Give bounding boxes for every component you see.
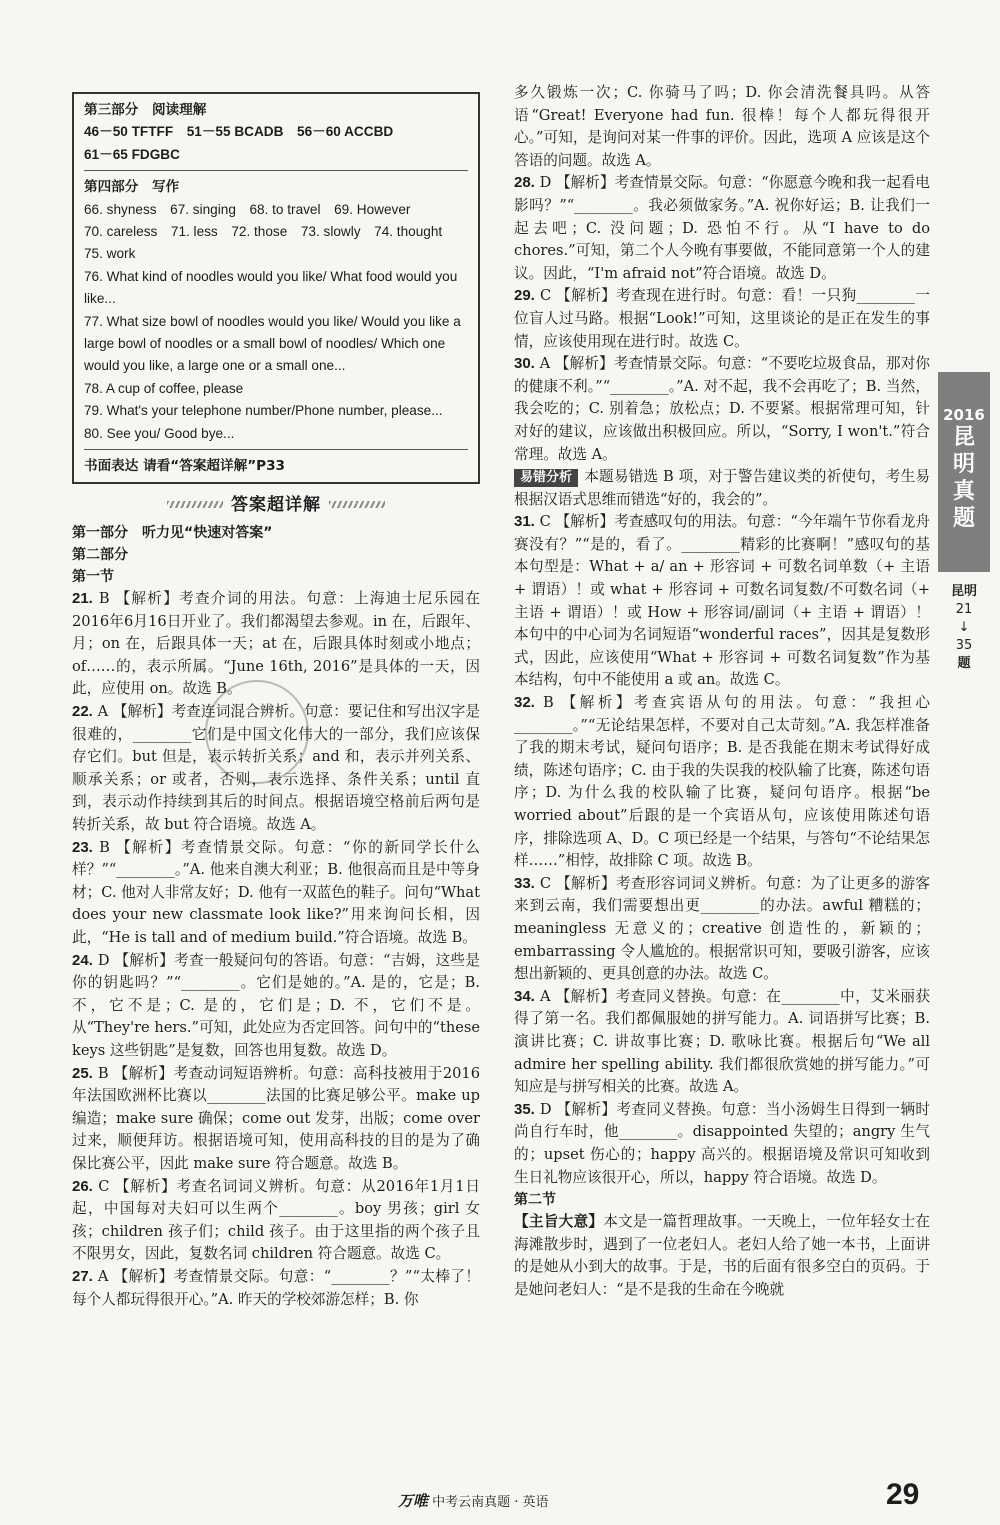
reading-heading: 第三部分 阅读理解 <box>84 102 207 118</box>
side-char: 明 <box>952 452 975 477</box>
main-idea-label: 【主旨大意】 <box>514 1213 604 1231</box>
item-text: C 【解析】考查感叹句的用法。句意：“今年端午节你看龙舟赛没有？”“是的，看了。________精彩的比赛啊！”感叹句的基本句型是：What + a/ an + 形容词 + 可数名词单数（+ 主语 + 谓语）！或 what + 形容词 + 可数名词复数/不可数名词（+ 主语 + 谓语）！或 How + 形容词/副词（+ 主语 + 谓语）！本句中的中心词为名词短语“wonderful races”，因其是复数形式，因此，应该使用“What + 形容词 + 可数名词复数”作为基本结构，句中不能使用 a 或 an。故选 C。 <box>514 513 930 689</box>
essay-section <box>84 455 468 477</box>
item-text: C 【解析】考查形容词词义辨析。句意：为了让更多的游客来到云南，我们需要想出更________的办法。awful 糟糕的；meaningless 无意义的；creative 创造性的，新颖的；embarrassing 令人尴尬的。根据常识可知，要吸引游客，应该想出新颖的、更具创意的办法。故选 C。 <box>514 874 931 983</box>
side-year: 2016 <box>943 406 985 424</box>
writing-answer: 80. See you/ Good bye... <box>84 425 235 441</box>
part1-heading: 第一部分 听力见“快速对答案” <box>72 525 273 542</box>
answer-item <box>514 986 930 1099</box>
answer-item <box>514 1099 930 1189</box>
brand-logo: 万唯 <box>398 1492 429 1510</box>
side-char: 真 <box>952 479 975 504</box>
item-number: 34. <box>514 987 535 1005</box>
item-text: D 【解析】考查同义替换。句意：当小汤姆生日得到一辆时尚自行车时，他________。disappointed 失望的；angry 生气的；upset 伤心的；happy 高兴的。根据语境及常识可知收到生日礼物应该很开心，所以，happy 符合语境。故选 D。 <box>514 1100 930 1186</box>
answer-item <box>514 873 930 986</box>
answer-item <box>514 692 930 873</box>
item-text: B 【解析】考查动词短语辨析。句意：高科技被用于2016年法国欧洲杯比赛以________法国的比赛足够公平。make up 编造；make sure 确保；come out 发芽，出版；come over 过来，顺便拜访。根据语境可知，使用高科技的目的是为了确保比赛公平，因此 make sure 符合题意。故选 B。 <box>72 1064 480 1172</box>
side-range-arrow: ↓ <box>958 620 970 635</box>
item-text: A 【解析】考查情景交际。句意：“不要吃垃圾食品，那对你的健康不利。”“________。”A. 对不起，我不会再吃了；B. 当然，我会吃的；C. 别着急；放松点；D. 不要紧。根据常理可知，针对好的建议，应该做出积极回应。所以，“Sorry, I won't.”符合常理。故选 A。 <box>514 355 930 463</box>
side-range-top: 21 <box>955 602 973 617</box>
item-number: 21. <box>72 590 93 608</box>
sec1-heading: 第一节 <box>72 569 114 586</box>
error-analysis <box>514 466 930 511</box>
answer-item <box>72 837 480 950</box>
footer-text: 中考云南真题 · 英语 <box>432 1495 549 1510</box>
item-text: A 【解析】考查同义替换。句意：在________中，艾米丽获得了第一名。我们都佩服她的拼写能力。A. 词语拼写比赛；B. 演讲比赛；C. 讲故事比赛；D. 歌咏比赛。根据后句“We all admire her spelling ability. 我们都很欣赏她的拼写能力。”可知应是与拼写相关的比赛。故选 A。 <box>514 987 931 1096</box>
item-number: 22. <box>72 703 93 721</box>
reading-section <box>84 99 468 171</box>
writing-answer: 78. A cup of coffee, please <box>84 380 244 396</box>
item-number: 28. <box>514 174 535 192</box>
side-range-bottom: 35 <box>955 638 973 653</box>
item-number: 24. <box>72 951 93 969</box>
writing-answer: 75. work <box>84 246 136 262</box>
answer-item <box>72 1176 480 1266</box>
writing-heading: 第四部分 写作 <box>84 179 180 196</box>
answer-item <box>514 82 930 172</box>
footer-brand <box>398 1490 549 1511</box>
quick-answer-box <box>72 92 480 484</box>
side-city: 昆明 <box>950 584 977 599</box>
writing-answer: 79. What's your telephone number/Phone number, please... <box>84 403 443 419</box>
section-title <box>72 494 480 517</box>
item-text: C 【解析】考查名词词义辨析。句意：从2016年1月1日起，中国每对夫妇可以生两个________。boy 男孩；girl 女孩；children 孩子们；child 孩子。由于这里指的两个孩子且不限男女，因此，复数名词 children 符合题意。故选 C。 <box>72 1177 480 1263</box>
item-text: B 【解析】考查宾语从句的用法。句意：“我担心________。”“无论结果怎样，不要对自己太苛刻。”A. 我怎样准备了我的期末考试，疑问句语序；B. 是否我能在期末考试得好成绩，陈述句语序；C. 由于我的失误我的校队输了比赛，陈述句语序；D. 为什么我的校队输了比赛，疑问句语序。根据“be worried about”后跟的是一个宾语从句，应该使用陈述句语序，排除选项 A、D。C 项已经是一个结果，与答句“不论结果怎样……”相悖，故排除 C 项。故选 B。 <box>514 694 931 870</box>
watermark-stamp <box>205 680 309 784</box>
error-analysis-label: 易错分析 <box>514 469 578 487</box>
item-text: 多久锻炼一次；C. 你骑马了吗；D. 你会清洗餐具吗。从答语“Great! Everyone had fun. 很棒！每个人都玩得很开心。”可知，是询问对某一件事的评价。因此，选项 A 应该是这个答语的问题。故选 A。 <box>514 84 930 169</box>
answer-item <box>72 1063 480 1176</box>
side-range <box>938 583 990 673</box>
answer-item <box>72 950 480 1063</box>
page-footer <box>0 1478 1000 1514</box>
reading-answers-2: 61－65 FDGBC <box>84 146 180 162</box>
writing-answer: 77. What size bowl of noodles would you like/ Would you like a large bowl of noodles or a small bowl of noodles/ Which one would you like, a large one or a small one... <box>84 313 461 374</box>
writing-answer: 66. shyness 67. singing 68. to travel 69. However <box>84 201 411 217</box>
item-text: B 【解析】考查介词的用法。句意：上海迪士尼乐园在2016年6月16日开业了。我们都渴望去参观。in 在，后跟年、月；on 在，后跟具体一天；at 在，后跟具体时刻或小地点；of……的，表示所属。“June 16th, 2016”是具体的一天，因此，应使用 on。故选 B。 <box>72 590 480 698</box>
error-analysis-text: 本题易错选 B 项，对于警告建议类的祈使句，考生易根据汉语式思维而错选“好的，我会的”。 <box>514 468 930 508</box>
writing-section <box>84 176 468 450</box>
item-number: 26. <box>72 1177 93 1195</box>
item-number: 27. <box>72 1267 93 1285</box>
item-text: D 【解析】考查情景交际。句意：“你愿意今晚和我一起看电影吗？”“________。我必须做家务。”A. 祝你好运；B. 让我们一起去吧；C. 没问题；D. 恐怕不行。从“I have to do chores.”可知，第二个人今晚有事要做，不能同意第一个人的建议。因此，“I'm afraid not”符合语境。故选 D。 <box>514 174 930 282</box>
answer-item <box>514 285 930 353</box>
answer-item <box>514 511 930 692</box>
item-text: A 【解析】考查情景交际。句意：“________？”“太棒了！每个人都玩得很开心。”A. 昨天的学校郊游怎样；B. 你 <box>72 1267 480 1308</box>
main-idea <box>514 1211 930 1301</box>
sec2-heading: 第二节 <box>514 1192 556 1209</box>
item-number: 32. <box>514 694 535 712</box>
main-idea-text: 本文是一篇哲理故事。一天晚上，一位年轻女士在海滩散步时，遇到了一位老妇人。老妇人给了她一本书，上面讲的是她从小到大的故事。于是，书的后面有很多空白的页码。于是她问老妇人：“是不是我的生命在今晚就 <box>514 1213 930 1298</box>
writing-answer: 76. What kind of noodles would you like/ What food would you like... <box>84 268 458 307</box>
item-number: 33. <box>514 874 535 892</box>
side-char: 题 <box>952 506 975 531</box>
part2-heading: 第二部分 <box>72 547 128 564</box>
page-number: 29 <box>886 1478 920 1511</box>
reading-answers-1: 46－50 TFTFF 51－55 BCADB 56－60 ACCBD <box>84 124 394 140</box>
item-text: D 【解析】考查一般疑问句的答语。句意：“吉姆，这些是你的钥匙吗？”“________。它们是她的。”A. 是的，它是；B. 不，它不是；C. 是的，它们是；D. 不，它们不是。从“They're hers.”可知，此处应为否定回答。问句中的“these keys 这些钥匙”是复数，回答也用复数。故选 D。 <box>72 951 480 1059</box>
item-text: A 【解析】考查连词混合辨析。句意：要记住和写出汉字是很难的，________它们是中国文化伟大的一部分，我们应该保存它们。but 但是，表示转折关系；and 和，表示并列关系、顺承关系；or 或者，否则，表示选择、条件关系；until 直到，表示动作持续到其后的时间点。根据语境空格前后两句是转折关系，故 but 符合语境。故选 A。 <box>72 703 480 834</box>
title-stripe-right <box>329 501 385 508</box>
answer-item <box>514 172 930 285</box>
side-char: 昆 <box>952 425 975 450</box>
side-tab <box>938 372 990 572</box>
right-column <box>514 82 930 1301</box>
title-stripe-left <box>167 501 223 508</box>
item-number: 30. <box>514 355 535 373</box>
item-number: 31. <box>514 513 535 531</box>
item-number: 35. <box>514 1100 535 1118</box>
item-text: C 【解析】考查现在进行时。句意：看！一只狗________一位盲人过马路。根据“Look!”可知，这里谈论的是正在发生的事情，应该使用现在进行时。故选 C。 <box>514 287 931 350</box>
item-number: 23. <box>72 838 93 856</box>
item-text: B 【解析】考查情景交际。句意：“你的新同学长什么样？”“________。”A. 他来自澳大利亚；B. 他很高而且是中等身材；C. 他对人非常友好；D. 他有一双蓝色的鞋子。问句“What does your new classmate look like?”用来询问长相，因此，“He is tall and of medium build.”符合语境。故选 B。 <box>72 838 480 946</box>
answer-item <box>514 353 930 466</box>
item-number: 29. <box>514 287 535 305</box>
essay-note: 书面表达 请看“答案超详解”P33 <box>84 458 286 475</box>
section-title-text: 答案超详解 <box>231 494 321 515</box>
side-suffix: 题 <box>957 656 971 671</box>
answer-item <box>72 1266 480 1311</box>
writing-answer: 70. careless 71. less 72. those 73. slowly 74. thought <box>84 224 443 240</box>
item-number: 25. <box>72 1064 93 1082</box>
